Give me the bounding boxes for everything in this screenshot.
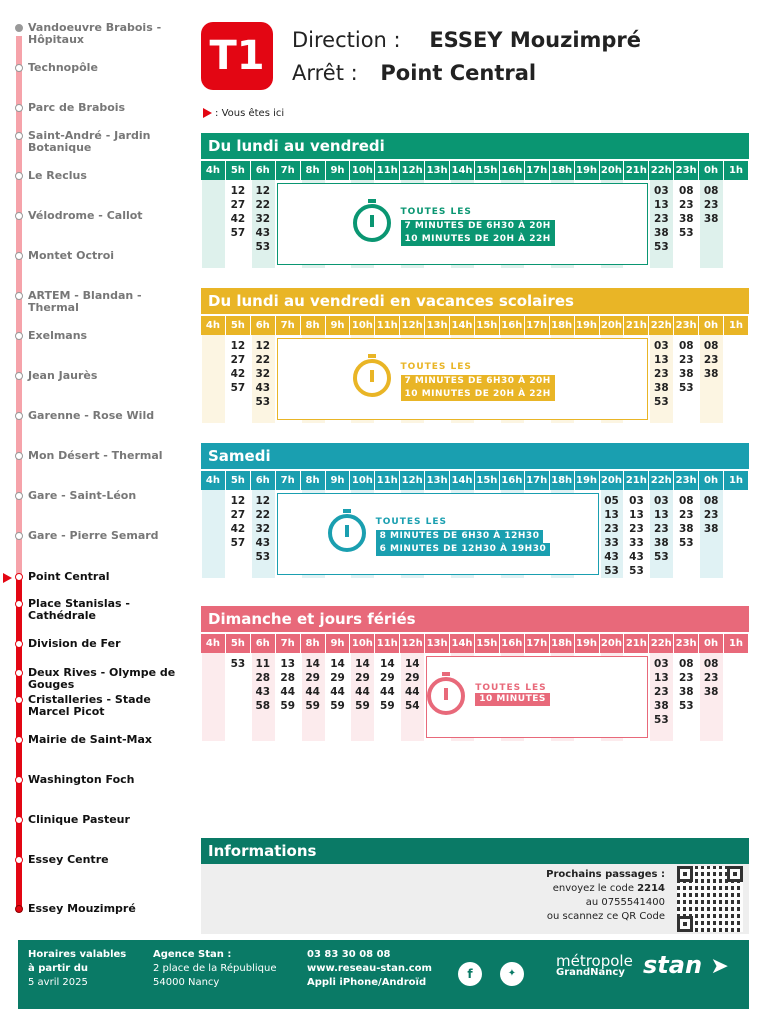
hour-label: 1h (724, 161, 749, 180)
hour-label: 20h (600, 634, 625, 653)
hour-label: 20h (600, 471, 625, 490)
hour-label: 22h (649, 316, 674, 335)
section-title: Du lundi au vendredi en vacances scolaires (201, 288, 749, 314)
stop-label: Arrêt : (292, 61, 358, 85)
stan-logo: stan ➤ (643, 951, 729, 979)
hour-label: 12h (400, 161, 425, 180)
stop-name: Vandoeuvre Brabois - Hôpitaux (28, 21, 162, 46)
stop-dot (15, 492, 23, 500)
hour-label: 23h (674, 471, 699, 490)
stop-dot (15, 292, 23, 300)
hour-label: 13h (425, 471, 450, 490)
stop-dot (15, 104, 23, 112)
hour-label: 22h (649, 471, 674, 490)
departure-times: 08 23 38 (703, 495, 719, 535)
departure-times: 14 29 44 59 (305, 658, 320, 712)
departure-times: 08 23 38 53 (678, 185, 694, 239)
schedule-section (201, 288, 749, 425)
twitter-icon[interactable]: ✦ (500, 962, 524, 986)
schedule-section (201, 443, 749, 580)
departure-times: 08 23 38 53 (678, 658, 694, 712)
hour-label: 4h (201, 161, 226, 180)
departure-times: 12 22 32 43 53 (255, 340, 271, 408)
stopwatch-icon (427, 677, 465, 715)
hour-label: 12h (400, 316, 425, 335)
hour-label: 6h (251, 161, 276, 180)
stop-name: Clinique Pasteur (28, 813, 130, 826)
you-are-here-icon (203, 108, 212, 118)
schedule-section (201, 606, 749, 743)
hour-label: 15h (475, 161, 500, 180)
frequency-text: 6 MINUTES DE 12H30 À 19H30 (376, 543, 551, 556)
hour-label: 6h (251, 634, 276, 653)
facebook-icon[interactable]: f (458, 962, 482, 986)
hour-label: 20h (600, 161, 625, 180)
stop-dot (15, 532, 23, 540)
hour-label: 15h (475, 316, 500, 335)
stop-name: Exelmans (28, 329, 88, 342)
hour-label: 19h (575, 471, 600, 490)
hour-label: 5h (226, 316, 251, 335)
departure-times: 13 28 44 59 (280, 658, 296, 712)
stop-dot (15, 856, 23, 864)
stop-name: Deux Rives - Olympe de Gouges (28, 666, 176, 691)
hour-label: 22h (649, 634, 674, 653)
departure-times: 08 23 38 (703, 658, 719, 698)
hour-label: 8h (301, 161, 326, 180)
hour-label: 7h (276, 634, 301, 653)
hour-label: 10h (350, 316, 375, 335)
stop-dot (15, 64, 23, 72)
hour-header (201, 634, 749, 653)
departure-times: 12 27 42 57 (230, 185, 246, 239)
hour-label: 22h (649, 161, 674, 180)
website-link[interactable]: www.reseau-stan.com (307, 963, 432, 974)
hour-label: 9h (326, 161, 351, 180)
hour-label: 8h (301, 471, 326, 490)
hour-label: 14h (450, 161, 475, 180)
hour-label: 14h (450, 634, 475, 653)
stop-name: Cristalleries - Stade Marcel Picot (28, 693, 151, 718)
departure-times: 03 13 23 38 53 (654, 340, 669, 408)
departure-times: 03 13 23 38 53 (654, 658, 669, 726)
hour-label: 6h (251, 316, 276, 335)
hour-label: 11h (375, 316, 400, 335)
hour-label: 19h (575, 316, 600, 335)
direction-label: Direction : (292, 28, 401, 52)
frequency-text: 8 MINUTES DE 6H30 À 12H30 (376, 530, 544, 543)
departure-times: 12 22 32 43 53 (255, 495, 271, 563)
info-code: 2214 (637, 883, 665, 894)
hour-label: 7h (276, 316, 301, 335)
hour-label: 10h (350, 634, 375, 653)
departure-times: 53 (230, 658, 246, 670)
departure-times: 03 13 23 33 43 53 (629, 495, 644, 577)
hour-label: 23h (674, 161, 699, 180)
stop-dot (15, 776, 23, 784)
hour-label: 5h (226, 161, 251, 180)
stop-dot (15, 212, 23, 220)
info-line2: envoyez le code (552, 883, 638, 894)
stop-dot (15, 412, 23, 420)
stop-dot (15, 816, 23, 824)
column-shade (202, 653, 225, 741)
hour-label: 21h (624, 471, 649, 490)
stop-dot (15, 132, 23, 140)
hour-label: 11h (375, 634, 400, 653)
stop-name: Point Central (28, 570, 110, 583)
departure-times: 14 29 44 54 (404, 658, 420, 712)
stop-name: Essey Centre (28, 853, 109, 866)
stop-dot (15, 372, 23, 380)
qr-code-icon[interactable] (677, 866, 743, 932)
departure-times: 14 29 44 59 (380, 658, 395, 712)
footer (18, 940, 749, 1009)
stop-name: Parc de Brabois (28, 101, 126, 114)
hour-label: 0h (699, 161, 724, 180)
stop-name: Garenne - Rose Wild (28, 409, 155, 422)
section-title: Du lundi au vendredi (201, 133, 749, 159)
hour-label: 16h (500, 161, 525, 180)
stop-name: Mairie de Saint-Max (28, 733, 153, 746)
stop-dot (15, 669, 23, 677)
stop-name: Saint-André - Jardin Botanique (28, 129, 151, 154)
stop-name: ARTEM - Blandan - Thermal (28, 289, 142, 314)
stopwatch-icon (353, 204, 391, 242)
toutes-les-label: TOUTES LES (400, 362, 472, 372)
hour-label: 21h (624, 316, 649, 335)
departure-times: 14 29 44 59 (330, 658, 345, 712)
frequency-text: 10 MINUTES DE 20H À 22H (401, 233, 555, 246)
hour-label: 13h (425, 316, 450, 335)
hour-label: 14h (450, 316, 475, 335)
info-line1: Prochains passages : (546, 869, 665, 880)
hour-label: 17h (525, 634, 550, 653)
toutes-les-label: TOUTES LES (475, 683, 547, 693)
hour-label: 21h (624, 161, 649, 180)
stop-dot (15, 172, 23, 180)
app-link[interactable]: Appli iPhone/Androïd (307, 977, 427, 988)
direction-value: ESSEY Mouzimpré (429, 28, 642, 52)
stop-name: Gare - Saint-Léon (28, 489, 137, 502)
footer-validity: Horaires valables à partir du 5 avril 2025 (28, 949, 127, 988)
stop-dot (15, 600, 23, 608)
times-grid (201, 653, 749, 743)
frequency-text: 7 MINUTES DE 6H30 À 20H (401, 220, 555, 233)
stop-dot (15, 252, 23, 260)
hour-label: 9h (326, 316, 351, 335)
hour-label: 0h (699, 316, 724, 335)
stop-name: Montet Octroi (28, 249, 115, 262)
footer-contact (307, 948, 432, 990)
stopwatch-icon (353, 359, 391, 397)
stop-row (292, 61, 536, 85)
stop-name: Jean Jaurès (28, 369, 98, 382)
column-shade (202, 490, 225, 578)
hour-label: 5h (226, 634, 251, 653)
stop-value: Point Central (380, 61, 537, 85)
frequency-text: 10 MINUTES (475, 693, 550, 706)
times-grid (201, 180, 749, 270)
departure-times: 11 28 43 58 (255, 658, 271, 712)
departure-times: 08 23 38 (703, 185, 719, 225)
hour-label: 10h (350, 471, 375, 490)
stop-name: Gare - Pierre Semard (28, 529, 159, 542)
departure-times: 08 23 38 53 (678, 340, 694, 394)
departure-times: 05 13 23 33 43 53 (604, 495, 619, 577)
hour-label: 9h (326, 471, 351, 490)
departure-times: 03 13 23 38 53 (654, 495, 669, 563)
hour-label: 7h (276, 471, 301, 490)
stop-dot (15, 573, 23, 581)
info-title: Informations (201, 838, 749, 864)
hour-label: 0h (699, 634, 724, 653)
hour-label: 4h (201, 634, 226, 653)
stop-name: Mon Désert - Thermal (28, 449, 163, 462)
hour-label: 13h (425, 161, 450, 180)
footer-agency: Agence Stan : 2 place de la République 54000 Nancy (153, 949, 277, 988)
departure-times: 14 29 44 59 (355, 658, 370, 712)
legend-text: Vous êtes ici (221, 108, 285, 119)
hour-label: 1h (724, 634, 749, 653)
hour-label: 14h (450, 471, 475, 490)
hour-label: 4h (201, 471, 226, 490)
hour-label: 20h (600, 316, 625, 335)
stop-dot (15, 640, 23, 648)
hour-label: 23h (674, 634, 699, 653)
hour-label: 17h (525, 316, 550, 335)
hour-label: 18h (550, 471, 575, 490)
hour-label: 9h (326, 634, 351, 653)
departure-times: 08 23 38 53 (678, 495, 694, 549)
hour-label: 19h (575, 161, 600, 180)
departure-times: 03 13 23 38 53 (654, 185, 669, 253)
hour-label: 4h (201, 316, 226, 335)
hour-label: 18h (550, 161, 575, 180)
info-line3: au 0755541400 (585, 897, 665, 908)
info-line4: ou scannez ce QR Code (546, 911, 665, 922)
stop-name: Vélodrome - Callot (28, 209, 143, 222)
hour-label: 15h (475, 634, 500, 653)
frequency-text: 7 MINUTES DE 6H30 À 20H (401, 375, 555, 388)
hour-label: 17h (525, 161, 550, 180)
hour-label: 16h (500, 634, 525, 653)
phone[interactable]: 03 83 30 08 08 (307, 949, 391, 960)
hour-label: 7h (276, 161, 301, 180)
hour-label: 16h (500, 471, 525, 490)
hour-label: 23h (674, 316, 699, 335)
departure-times: 08 23 38 (703, 340, 719, 380)
hour-label: 10h (350, 161, 375, 180)
column-shade (202, 180, 225, 268)
stop-name: Washington Foch (28, 773, 135, 786)
stop-name: Le Reclus (28, 169, 87, 182)
stop-dot (15, 452, 23, 460)
hour-header (201, 471, 749, 490)
hour-label: 0h (699, 471, 724, 490)
stop-name: Division de Fer (28, 637, 121, 650)
stop-dot (15, 736, 23, 744)
stopwatch-icon (328, 514, 366, 552)
frequency-text: 10 MINUTES DE 20H À 22H (401, 388, 555, 401)
stop-list (0, 0, 200, 940)
stop-name: Technopôle (28, 61, 98, 74)
hour-label: 18h (550, 634, 575, 653)
hour-label: 21h (624, 634, 649, 653)
hour-header (201, 161, 749, 180)
stop-name: Essey Mouzimpré (28, 902, 136, 915)
stop-name: Place Stanislas - Cathédrale (28, 597, 130, 622)
stop-dot (15, 696, 23, 704)
hour-label: 1h (724, 316, 749, 335)
you-are-here-marker (3, 573, 12, 583)
info-text (546, 868, 665, 924)
hour-label: 12h (400, 634, 425, 653)
hour-label: 15h (475, 471, 500, 490)
hour-label: 8h (301, 316, 326, 335)
legend: : Vous êtes ici (203, 108, 284, 119)
section-title: Dimanche et jours fériés (201, 606, 749, 632)
departure-times: 12 27 42 57 (230, 495, 246, 549)
hour-label: 18h (550, 316, 575, 335)
times-grid (201, 490, 749, 580)
schedule-section (201, 133, 749, 270)
hour-label: 13h (425, 634, 450, 653)
hour-label: 11h (375, 161, 400, 180)
hour-label: 17h (525, 471, 550, 490)
hour-label: 1h (724, 471, 749, 490)
toutes-les-label: TOUTES LES (400, 207, 472, 217)
stop-dot (15, 905, 23, 913)
direction-row (292, 28, 641, 52)
hour-label: 5h (226, 471, 251, 490)
section-title: Samedi (201, 443, 749, 469)
hour-label: 8h (301, 634, 326, 653)
hour-label: 6h (251, 471, 276, 490)
toutes-les-label: TOUTES LES (375, 517, 447, 527)
column-shade (202, 335, 225, 423)
stop-dot (15, 332, 23, 340)
hour-header (201, 316, 749, 335)
times-grid (201, 335, 749, 425)
hour-label: 11h (375, 471, 400, 490)
hour-label: 19h (575, 634, 600, 653)
line-badge: T1 (201, 22, 273, 90)
stop-dot (15, 24, 23, 32)
departure-times: 12 22 32 43 53 (255, 185, 271, 253)
departure-times: 12 27 42 57 (230, 340, 246, 394)
hour-label: 12h (400, 471, 425, 490)
hour-label: 16h (500, 316, 525, 335)
info-panel (201, 838, 749, 934)
metropole-logo: métropole GrandNancy (556, 952, 633, 978)
